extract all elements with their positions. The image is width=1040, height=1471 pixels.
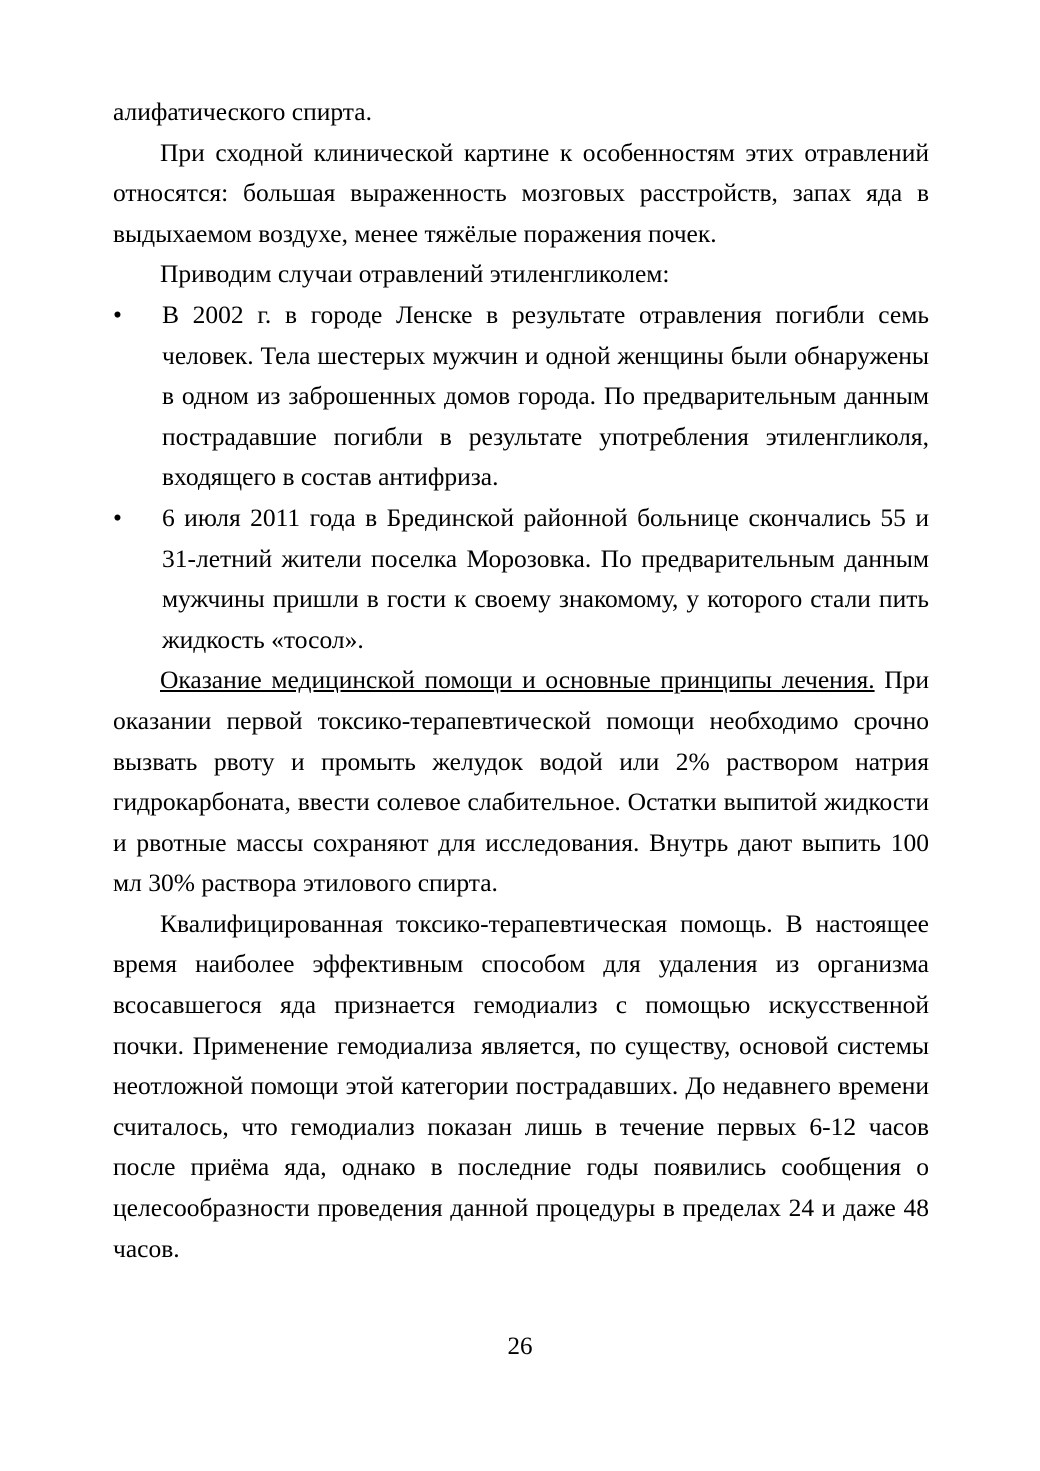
bullet-icon: • [113,502,122,532]
list-item [113,498,929,660]
paragraph-medical-aid [113,660,929,904]
bullet-icon: • [113,299,122,329]
list-item-text: 6 июля 2011 года в Брединской районной больнице скончались 55 и 31-летний жители поселка Морозовка. По предварительным данным мужчины пришли в гости к своему знакомому, у которого стали пить жидкость «тосол». [162,502,929,654]
page-number: 26 [507,1333,533,1360]
paragraph-continuation: алифатического спирта. [113,97,372,126]
paragraph-medical-aid-text: При оказании первой токсико-терапевтической помощи необходимо срочно вызвать рвоту и промыть желудок водой или 2% раствором натрия гидрокарбоната, ввести солевое слабительное. Остатки выпитой жидкости и рвотные массы сохраняют для исследования. Внутрь дают выпить 100 мл 30% раствора этилового спирта. [113,665,930,898]
paragraph-poisoning-features: При сходной клинической картине к особенностям этих отравлений относятся: большая выраженность мозговых расстройств, запах яда в выдыхаемом воздухе, менее тяжёлые поражения почек. [113,137,929,248]
document-body [113,92,929,1269]
section-heading-medical-aid: Оказание медицинской помощи и основные принципы лечения. [160,665,875,695]
list-item [113,295,929,498]
paragraph-cases-intro: Приводим случаи отравлений этиленгликолем: [160,259,670,289]
cases-list [113,295,929,660]
list-item-text: В 2002 г. в городе Ленске в результате отравления погибли семь человек. Тела шестерых мужчин и одной женщины были обнаружены в одном из заброшенных домов города. По предварительным данным пострадавшие погибли в результате употребления этиленгликоля, входящего в состав антифриза. [162,299,929,492]
paragraph-qualified-aid: Квалифицированная токсико-терапевтическая помощь. В настоящее время наиболее эффективным способом для удаления из организма всосавшегося яда признается гемодиализ с помощью искусственной почки. Применение гемодиализа является, по существу, основой системы неотложной помощи этой категории пострадавших. До недавнего времени считалось, что гемодиализ показан лишь в течение первых 6-12 часов после приёма яда, однако в последние годы появились сообщения о целесообразности проведения данной процедуры в пределах 24 и даже 48 часов. [113,908,929,1263]
